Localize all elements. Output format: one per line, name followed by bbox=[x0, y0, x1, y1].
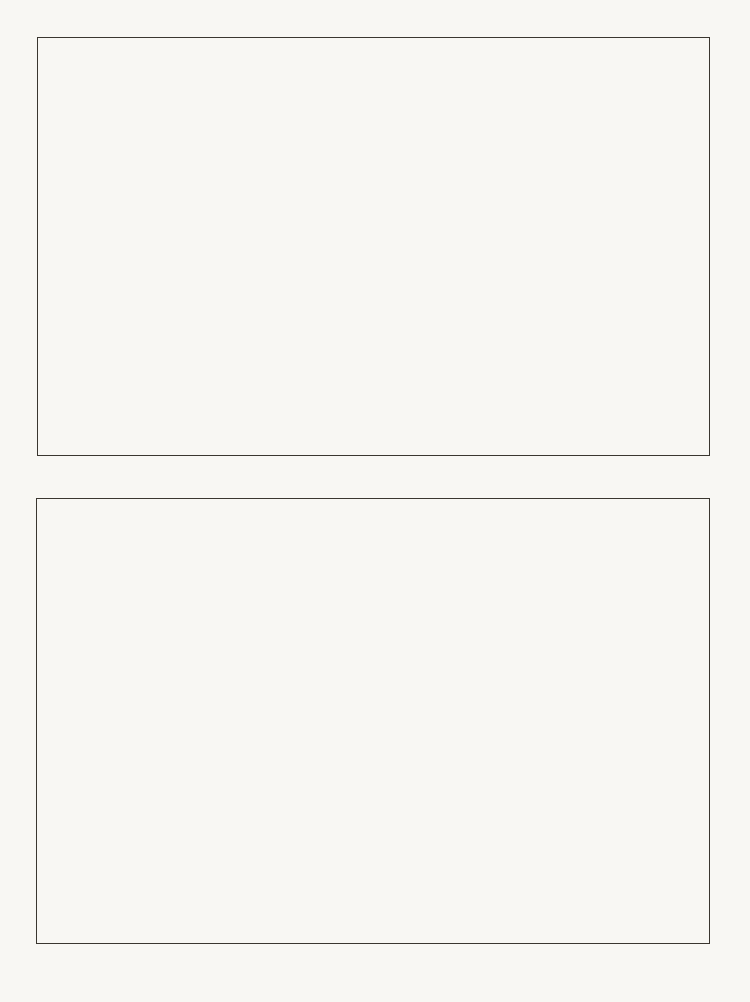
registry-table-bottom bbox=[36, 498, 710, 944]
registry-table-top bbox=[37, 37, 710, 456]
